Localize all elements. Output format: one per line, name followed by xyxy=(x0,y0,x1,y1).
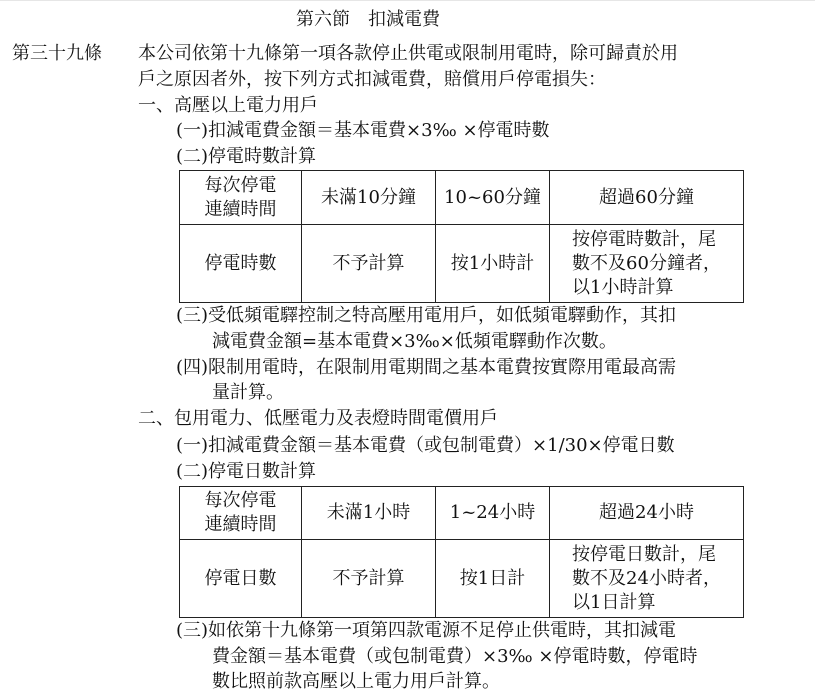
part2-item1: (一)扣減電費金額＝基本電費（或包制電費）×1/30×停電日數 xyxy=(176,435,675,456)
part2-item2: (二)停電日數計算 xyxy=(176,461,317,482)
header-duration: 每次停電 連續時間 xyxy=(204,490,277,535)
table-header-cell: 未滿10分鐘 xyxy=(302,171,436,225)
part2-item3-line2: 費金額＝基本電費（或包制電費）×3‰ ×停電時數，停電時 xyxy=(212,646,698,667)
table-header-cell: 未滿1小時 xyxy=(302,487,436,540)
table-cell: 不予計算 xyxy=(302,540,436,618)
part1-item4-line2: 量計算。 xyxy=(212,382,284,403)
part2-item3-line3: 數比照前款高壓以上電力用戶計算。 xyxy=(212,671,500,692)
days-rule-text: 按停電日數計，尾 數不及24小時者， 以1日計算 xyxy=(572,543,721,613)
table-header-cell: 1~24小時 xyxy=(436,487,550,540)
table-cell: 按1小時計 xyxy=(436,225,550,303)
table-cell: 按1日計 xyxy=(436,540,550,618)
part1-item3-line1: (三)受低頻電驛控制之特高壓用電用戶，如低頻電驛動作，其扣 xyxy=(176,305,677,326)
section-title: 第六節 扣減電費 xyxy=(296,9,440,30)
part1-item1: (一)扣減電費金額＝基本電費×3‰ ×停電時數 xyxy=(176,120,550,141)
table-cell: 停電時數 xyxy=(180,225,302,303)
part1-heading: 一、高壓以上電力用戶 xyxy=(138,95,318,116)
table-header-row xyxy=(180,171,744,225)
article-label: 第三十九條 xyxy=(12,43,102,64)
table-cell: 停電日數 xyxy=(180,540,302,618)
table-header-cell xyxy=(180,171,302,225)
table-header-cell: 10~60分鐘 xyxy=(436,171,550,225)
table-header-cell xyxy=(180,487,302,540)
top-divider xyxy=(0,0,815,1)
table-cell: 不予計算 xyxy=(302,225,436,303)
article-text-line2: 戶之原因者外，按下列方式扣減電費，賠償用戶停電損失： xyxy=(138,69,606,90)
outage-hours-table xyxy=(179,170,744,303)
table-header-row xyxy=(180,487,744,540)
part1-item2: (二)停電時數計算 xyxy=(176,146,317,167)
table-header-cell: 超過24小時 xyxy=(550,487,744,540)
part2-item3-line1: (三)如依第十九條第一項第四款電源不足停止供電時，其扣減電 xyxy=(176,620,677,641)
part1-item4-line1: (四)限制用電時，在限制用電期間之基本電費按實際用電最高需 xyxy=(176,357,677,378)
hours-rule-text: 按停電時數計，尾 數不及60分鐘者， 以1小時計算 xyxy=(572,228,721,298)
part2-heading: 二、包用電力、低壓電力及表燈時間電價用戶 xyxy=(138,408,498,429)
table-row xyxy=(180,540,744,618)
table-cell xyxy=(550,540,744,618)
table-cell xyxy=(550,225,744,303)
article-text-line1: 本公司依第十九條第一項各款停止供電或限制用電時，除可歸責於用 xyxy=(138,43,678,64)
header-duration: 每次停電 連續時間 xyxy=(204,174,277,220)
outage-days-table xyxy=(179,486,744,618)
part1-item3-line2: 減電費金額=基本電費×3‰×低頻電驛動作次數。 xyxy=(212,331,617,352)
table-header-cell: 超過60分鐘 xyxy=(550,171,744,225)
table-row xyxy=(180,225,744,303)
